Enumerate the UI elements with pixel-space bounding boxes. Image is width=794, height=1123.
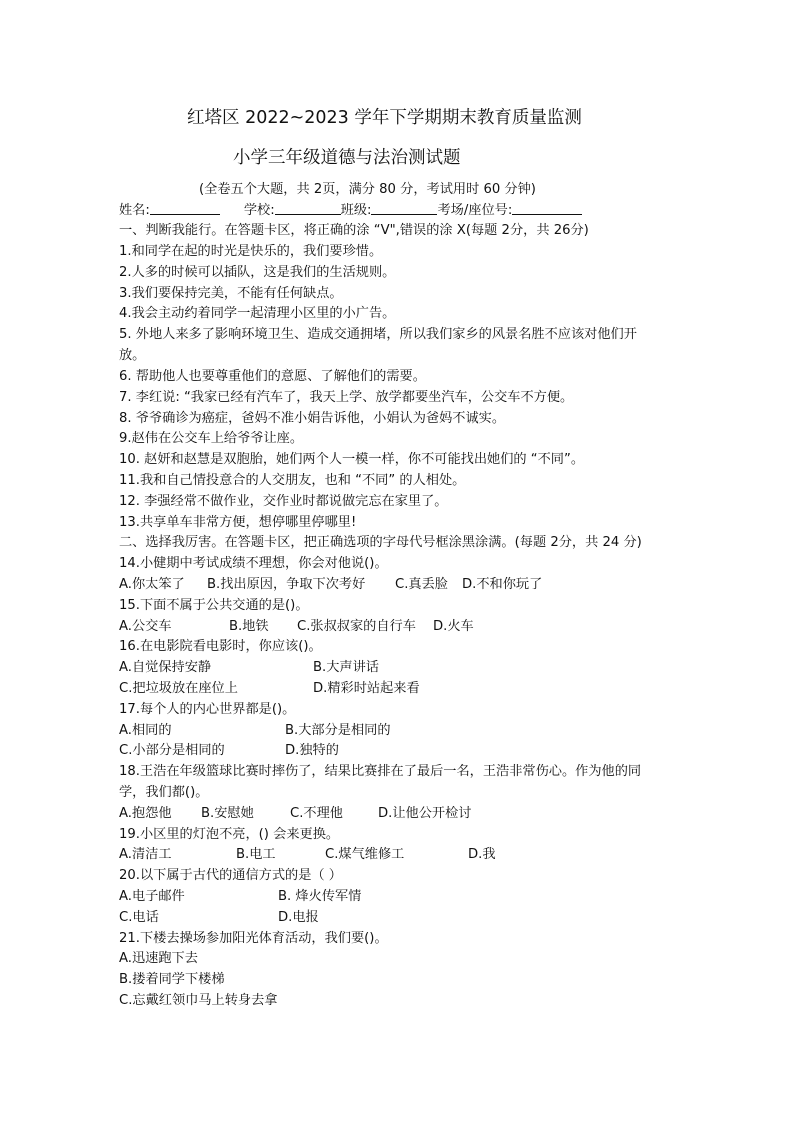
judge-question-11: 11.我和自己情投意合的人交朋友，也和 “不同” 的人相处。 bbox=[119, 473, 466, 488]
judge-question-8: 8. 爷爷确诊为癌症，爸妈不准小娟告诉他，小娟认为爸妈不诚实。 bbox=[119, 411, 506, 426]
exam-subtitle: 小学三年级道德与法治测试题 bbox=[233, 148, 461, 168]
q14-option-b: B.找出原因，争取下次考好 bbox=[207, 577, 366, 592]
school-blank[interactable] bbox=[275, 202, 341, 215]
q19-option-b: B.电工 bbox=[236, 847, 276, 862]
q20-option-c: C.电话 bbox=[119, 910, 159, 925]
q18-option-c: C.不理他 bbox=[290, 806, 343, 821]
judge-question-5: 5. 外地人来多了影响环境卫生、造成交通拥堵，所以我们家乡的风景名胜不应该对他们开 bbox=[119, 327, 637, 342]
q15-option-b: B.地铁 bbox=[229, 619, 269, 634]
q20-option-d: D.电报 bbox=[278, 910, 319, 925]
choice-question-19: 19.小区里的灯泡不亮，() 会来更换。 bbox=[119, 827, 340, 842]
judge-question-5-cont: 放。 bbox=[119, 348, 146, 363]
judge-question-2: 2.人多的时候可以插队，这是我们的生活规则。 bbox=[119, 265, 396, 280]
q20-option-b: B. 烽火传军情 bbox=[278, 889, 362, 904]
q15-option-c: C.张叔叔家的自行车 bbox=[297, 619, 416, 634]
name-blank[interactable] bbox=[150, 202, 220, 215]
q14-option-a: A.你太笨了 bbox=[119, 577, 185, 592]
q17-option-b: B.大部分是相同的 bbox=[285, 723, 391, 738]
q17-option-a: A.相同的 bbox=[119, 723, 172, 738]
q15-option-d: D.火车 bbox=[433, 619, 474, 634]
judge-question-4: 4.我会主动约着同学一起清理小区里的小广告。 bbox=[119, 306, 396, 321]
choice-question-16: 16.在电影院看电影时，你应该()。 bbox=[119, 639, 322, 654]
q16-option-b: B.大声讲话 bbox=[313, 660, 379, 675]
name-label: 姓名: bbox=[119, 203, 150, 218]
q16-option-d: D.精彩时站起来看 bbox=[313, 681, 420, 696]
q15-option-a: A.公交车 bbox=[119, 619, 172, 634]
judge-question-9: 9.赵伟在公交车上给爷爷让座。 bbox=[119, 431, 304, 446]
q14-option-c: C.真丢脸 bbox=[395, 577, 448, 592]
q21-option-a: A.迅速跑下去 bbox=[119, 951, 198, 966]
room-label: 考场/座位号: bbox=[437, 203, 513, 218]
section2-heading: 二、选择我厉害。在答题卡区，把正确选项的字母代号框涂黑涂满。(每题 2分，共 24 分) bbox=[119, 535, 642, 550]
exam-title: 红塔区 2022~2023 学年下学期期末教育质量监测 bbox=[187, 108, 582, 128]
judge-question-1: 1.和同学在起的时光是快乐的，我们要珍惜。 bbox=[119, 244, 383, 259]
class-label: 班级: bbox=[340, 203, 372, 218]
q19-option-a: A.清洁工 bbox=[119, 847, 172, 862]
q19-option-c: C.煤气维修工 bbox=[325, 847, 405, 862]
choice-question-17: 17.每个人的内心世界都是()。 bbox=[119, 702, 296, 717]
judge-question-12: 12. 李强经常不做作业，交作业时都说做完忘在家里了。 bbox=[119, 494, 448, 509]
judge-question-10: 10. 赵妍和赵慧是双胞胎，她们两个人一模一样，你不可能找出她们的 “不同”。 bbox=[119, 452, 585, 467]
q14-option-d: D.不和你玩了 bbox=[462, 577, 543, 592]
q16-option-a: A.自觉保持安静 bbox=[119, 660, 212, 675]
judge-question-6: 6. 帮助他人也要尊重他们的意愿、了解他们的需要。 bbox=[119, 369, 426, 384]
section1-heading: 一、判断我能行。在答题卡区，将正确的涂 “V",错误的涂 X(每题 2分，共 26分) bbox=[119, 223, 589, 238]
school-label: 学校: bbox=[243, 203, 275, 218]
q18-option-d: D.让他公开检讨 bbox=[378, 806, 472, 821]
q17-option-c: C.小部分是相同的 bbox=[119, 743, 225, 758]
student-info-line bbox=[119, 202, 582, 220]
q18-option-a: A.抱怨他 bbox=[119, 806, 172, 821]
class-blank[interactable] bbox=[371, 202, 437, 215]
q18-option-b: B.安慰她 bbox=[201, 806, 254, 821]
q16-option-c: C.把垃圾放在座位上 bbox=[119, 681, 238, 696]
q17-option-d: D.独特的 bbox=[285, 743, 339, 758]
q21-option-b: B.搂着同学下楼梯 bbox=[119, 972, 225, 987]
q20-option-a: A.电子邮件 bbox=[119, 889, 185, 904]
choice-question-15: 15.下面不属于公共交通的是()。 bbox=[119, 598, 309, 613]
judge-question-3: 3.我们要保持完美，不能有任何缺点。 bbox=[119, 286, 343, 301]
choice-question-20: 20.以下属于古代的通信方式的是（ ） bbox=[119, 868, 342, 883]
choice-question-14: 14.小健期中考试成绩不理想，你会对他说()。 bbox=[119, 556, 388, 571]
judge-question-7: 7. 李红说: “我家已经有汽车了，我天上学、放学都要坐汽车，公交车不方便。 bbox=[119, 390, 574, 405]
choice-question-18-cont: 学，我们都()。 bbox=[119, 785, 209, 800]
room-blank[interactable] bbox=[512, 202, 582, 215]
choice-question-21: 21.下楼去操场参加阳光体育活动，我们要()。 bbox=[119, 931, 388, 946]
q21-option-c: C.忘戴红领巾马上转身去拿 bbox=[119, 993, 278, 1008]
judge-question-13: 13.共享单车非常方便，想停哪里停哪里! bbox=[119, 515, 357, 530]
choice-question-18: 18.王浩在年级篮球比赛时摔伤了，结果比赛排在了最后一名，王浩非常伤心。作为他的同 bbox=[119, 764, 642, 779]
q19-option-d: D.我 bbox=[468, 847, 496, 862]
exam-note: (全卷五个大题，共 2页，满分 80 分，考试用时 60 分钟) bbox=[199, 182, 536, 197]
